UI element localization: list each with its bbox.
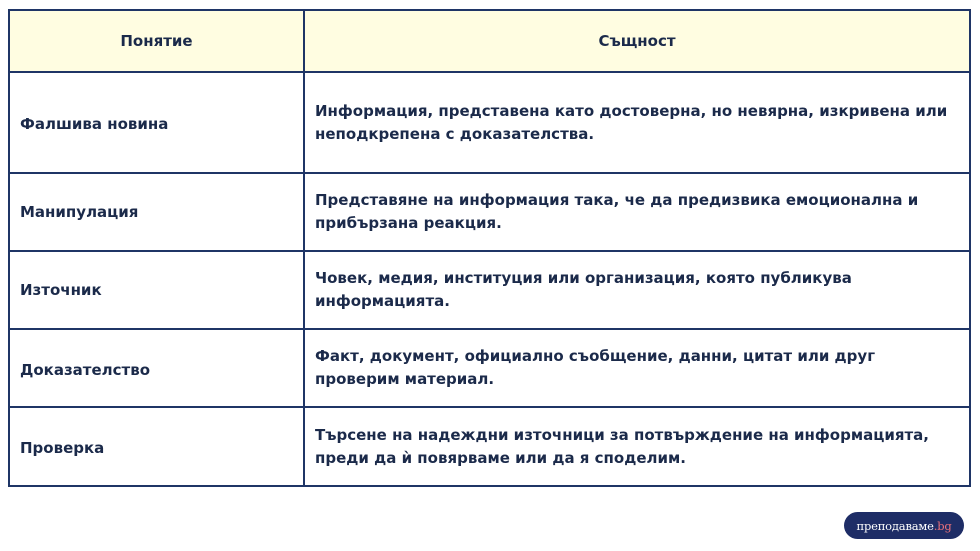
term-cell: Проверка [9, 407, 304, 486]
concepts-table [8, 9, 971, 487]
term-cell: Манипулация [9, 173, 304, 251]
definition-cell: Факт, документ, официално съобщение, данни, цитат или друг проверим материал. [304, 329, 970, 407]
logo-name: преподаваме [856, 518, 934, 533]
term-cell: Фалшива новина [9, 72, 304, 173]
table-row [9, 72, 970, 173]
table-header-row [9, 10, 970, 72]
table-row [9, 329, 970, 407]
definition-cell: Представяне на информация така, че да предизвика емоционална и прибързана реакция. [304, 173, 970, 251]
header-definition: Същност [304, 10, 970, 72]
table-row [9, 251, 970, 329]
term-cell: Източник [9, 251, 304, 329]
prepodavame-logo[interactable] [844, 512, 964, 539]
table-row [9, 407, 970, 486]
logo-tld: .bg [933, 518, 952, 533]
definition-cell: Човек, медия, институция или организация, която публикува информацията. [304, 251, 970, 329]
header-term: Понятие [9, 10, 304, 72]
definition-cell: Търсене на надеждни източници за потвърждение на информацията, преди да ѝ повярваме или да я споделим. [304, 407, 970, 486]
table-row [9, 173, 970, 251]
term-cell: Доказателство [9, 329, 304, 407]
definition-cell: Информация, представена като достоверна, но невярна, изкривена или неподкрепена с доказателства. [304, 72, 970, 173]
